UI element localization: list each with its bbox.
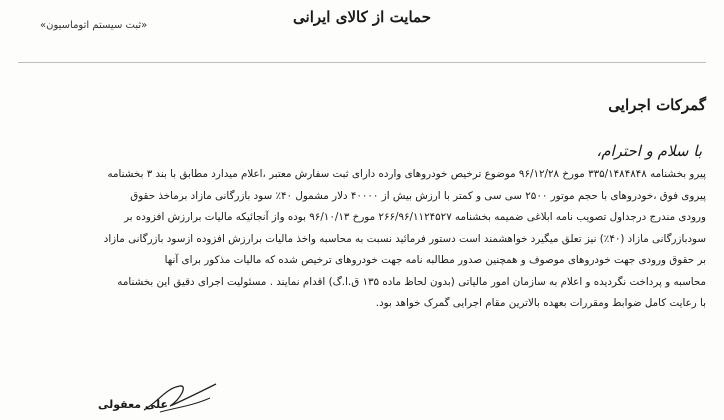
- body-line: پیروی فوق ،خودروهای با حجم موتور ۲۵۰۰ سی سی و کمتر با ارزش بیش از ۴۰۰۰۰ دلار مشمول ۴۰٪ سود بازرگانی مازاد برماخذ حقوق: [130, 189, 706, 202]
- body-line: سودبازرگانی مازاد (۴۰٪) نیز تعلق میگیرد خواهشمند است دستور فرمائید نسبت به محاسبه واخذ مالیات برارزش افزوده ازسود بازرگانی مازاد: [103, 232, 706, 245]
- addressee: گمرکات اجرایی: [608, 96, 706, 114]
- automation-note: «ثبت سیستم اتوماسیون»: [40, 20, 148, 31]
- signatory-name: علی معقولی: [98, 398, 169, 411]
- letter-body: [14, 164, 706, 315]
- body-line: با رعایت کامل ضوابط ومقررات بعهده بالاترین مقام اجرایی گمرک خواهد بود.: [375, 297, 706, 309]
- header-divider: [18, 62, 706, 63]
- body-line: محاسبه و پرداخت نگردیده و اعلام به سازمان امور مالیاتی (بدون لحاظ ماده ۱۳۵ ق.ا.گ) اقدام نمایند . مسئولیت اجرای دقیق این بخشنامه: [117, 275, 706, 288]
- body-line: پیرو بخشنامه ۳۳۵/۱۴۸۴۸۴۸ مورخ ۹۶/۱۲/۲۸ موضوع ترخیص خودروهای وارده دارای ثبت سفارش معتبر ،اعلام میدارد مطابق با بند ۳ بخشنامه: [107, 168, 706, 180]
- letterhead-slogan: حمایت از کالای ایرانی: [293, 8, 431, 26]
- greeting: با سلام و احترام،: [596, 142, 702, 160]
- body-line: بر حقوق ورودی جهت خودروهای موصوف و همچنین صدور مطالبه نامه جهت خودروهای ترخیص شده که مالیات مذکور برای آنها: [164, 254, 706, 266]
- body-line: ورودی مندرج درجداول تصویب نامه ابلاغی ضمیمه بخشنامه ۲۶۶/۹۶/۱۱۲۴۵۲۷ مورخ ۹۶/۱۰/۱۳ بوده واز آنجائیکه مالیات برارزش افزوده بر: [124, 211, 706, 223]
